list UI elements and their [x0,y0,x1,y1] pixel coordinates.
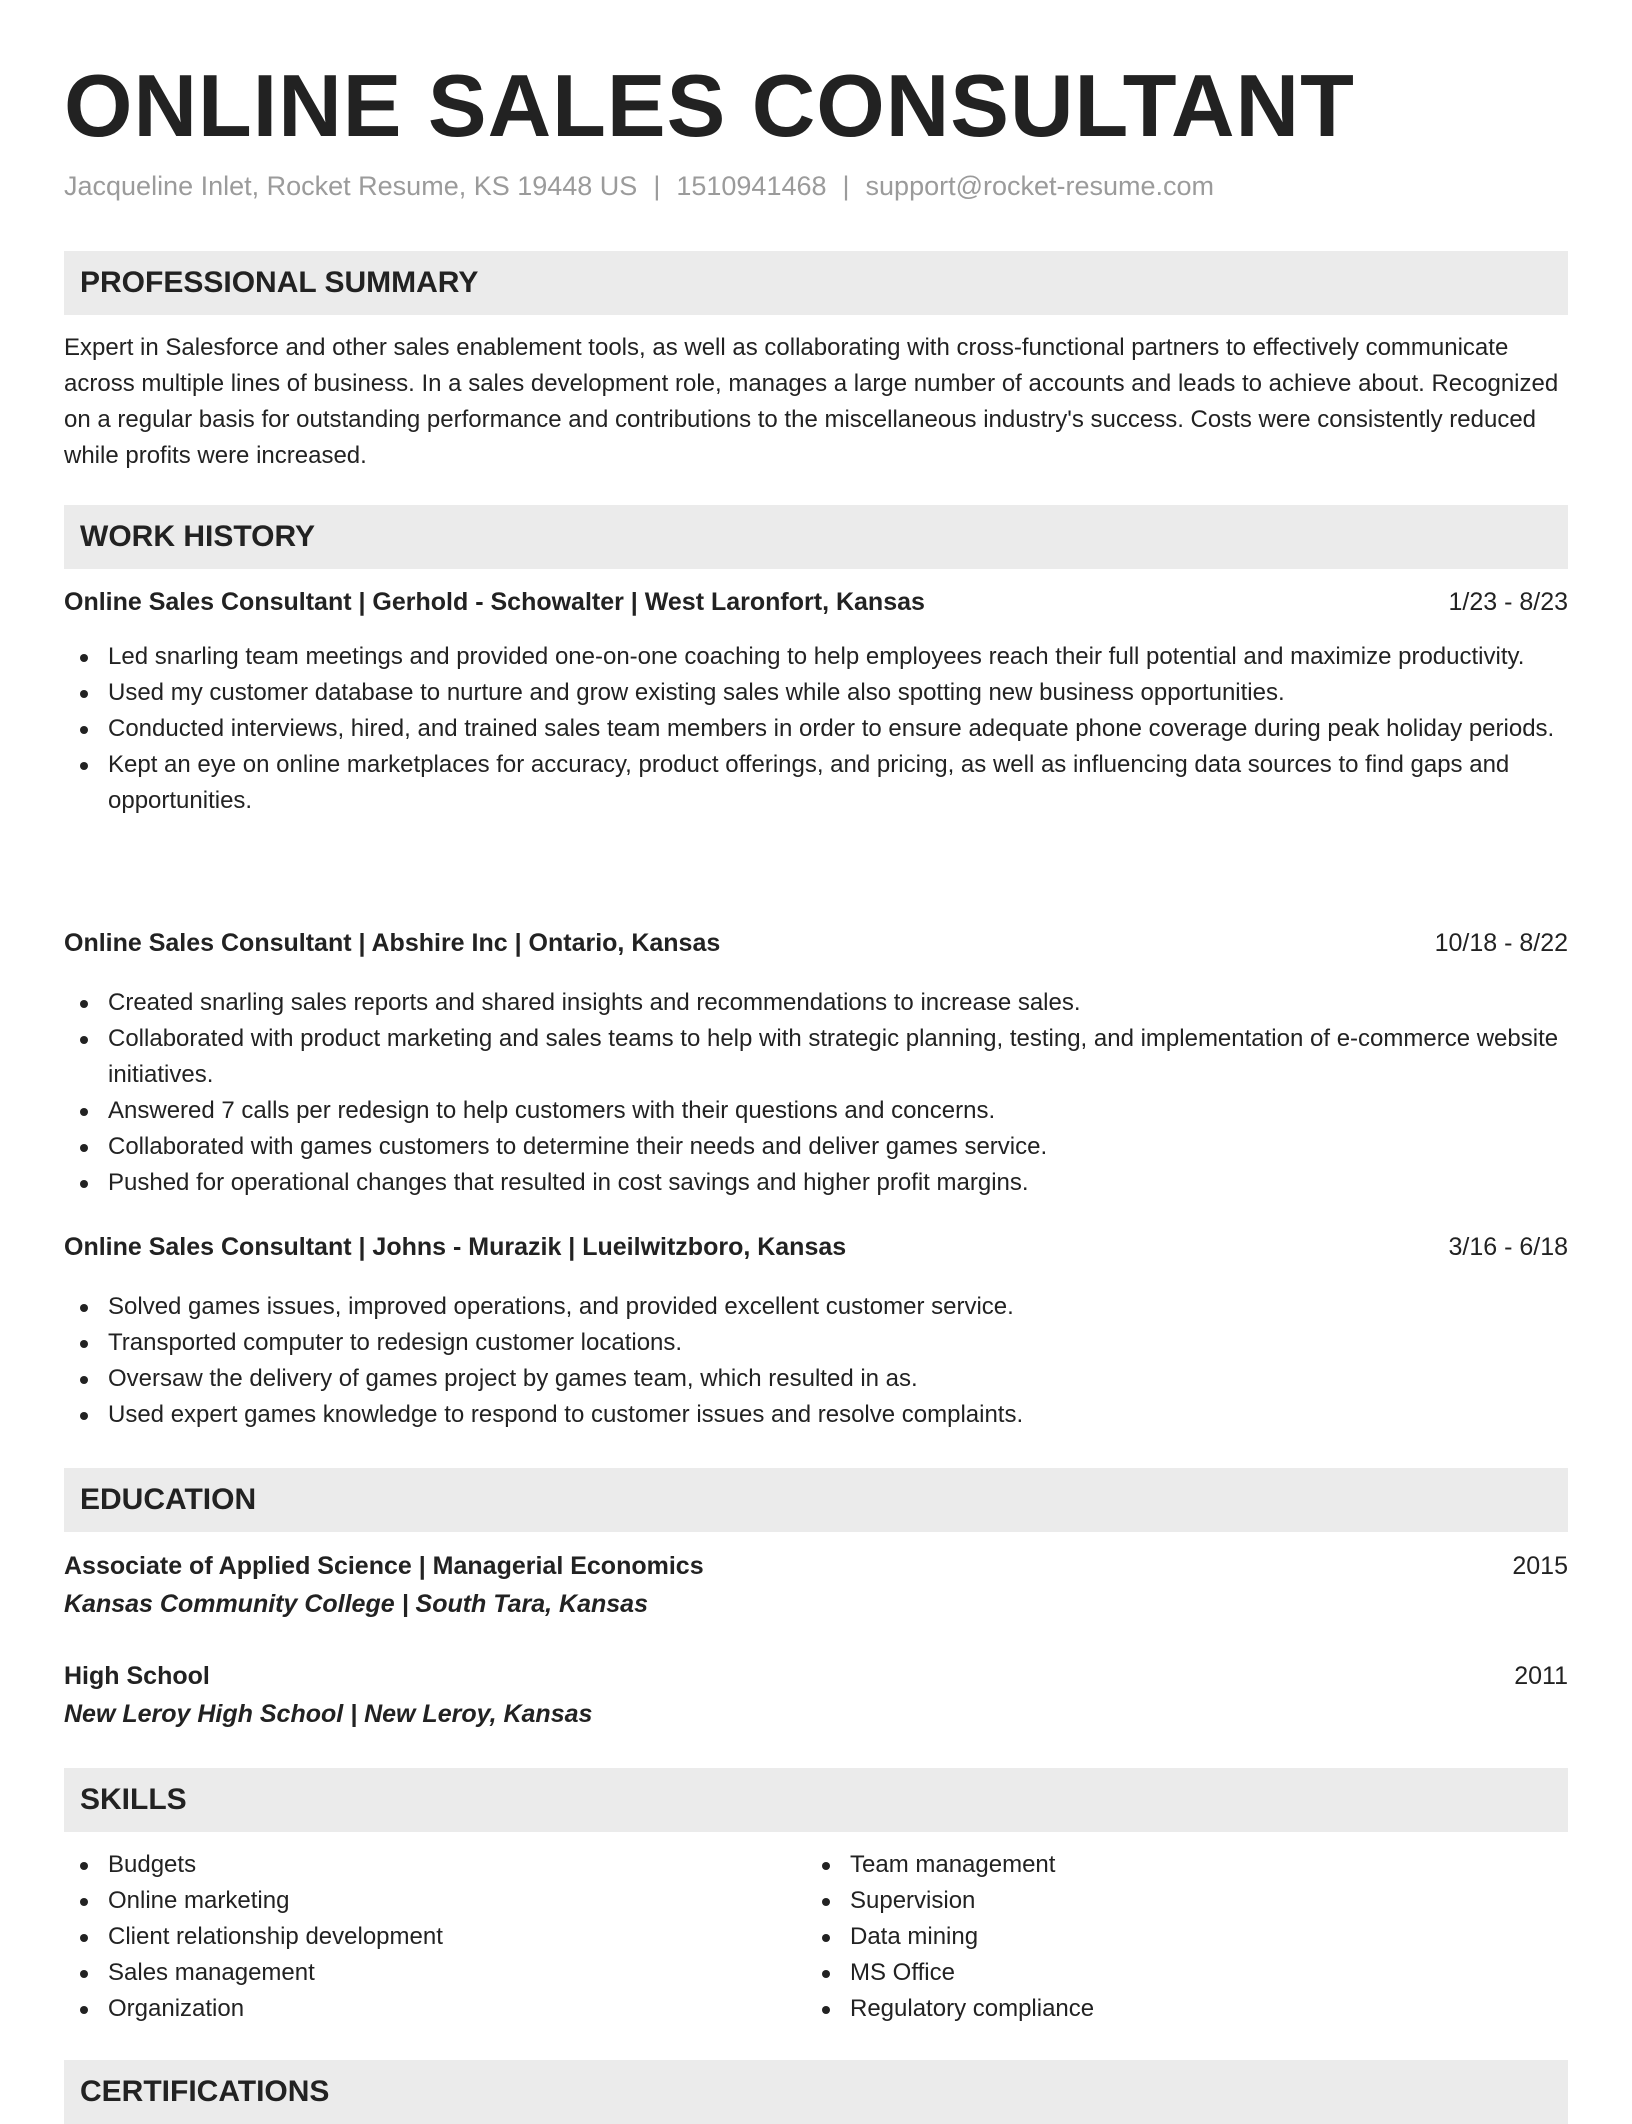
list-item: Collaborated with product marketing and sales teams to help with strategic planning, testing, and implementation of e-commerce website initiatives. [64,1021,1568,1093]
job-bullets [64,985,1568,1201]
contact-separator: | [842,171,850,201]
list-item: Pushed for operational changes that resulted in cost savings and higher profit margins. [64,1165,1568,1201]
list-item: Used my customer database to nurture and grow existing sales while also spotting new business opportunities. [64,675,1568,711]
contact-address: Jacqueline Inlet, Rocket Resume, KS 19448 US [64,171,638,201]
section-heading-skills: SKILLS [64,1768,1568,1832]
list-item: Answered 7 calls per redesign to help customers with their questions and concerns. [64,1093,1568,1129]
education-degree: Associate of Applied Science | Managerial Economics [64,1552,704,1580]
education-school: New Leroy High School | New Leroy, Kansas [64,1700,593,1728]
contact-line [64,166,1214,206]
job-header [64,925,1568,961]
job-dates: 10/18 - 8/22 [1434,929,1568,957]
list-item: Organization [64,1991,1568,2027]
list-item: Oversaw the delivery of games project by games team, which resulted in as. [64,1361,1568,1397]
education-header [64,1548,1568,1584]
job-title: Online Sales Consultant | Johns - Murazik | Lueilwitzboro, Kansas [64,1233,847,1261]
skills-list-right [806,1847,1632,2027]
list-item: Budgets [64,1847,1568,1883]
job-dates: 1/23 - 8/23 [1448,588,1568,616]
contact-separator: | [653,171,661,201]
list-item: MS Office [806,1955,1632,1991]
job-bullets [64,639,1568,819]
resume-name: ONLINE SALES CONSULTANT [64,56,1355,155]
job-header [64,1229,1568,1265]
summary-text: Expert in Salesforce and other sales enablement tools, as well as collaborating with cross-functional partners to effectively communicate across multiple lines of business. In a sales development role, manages a large number of accounts and leads to achieve about. Recognized on a regular basis for outstanding performance and contributions to the miscellaneous industry's success. Costs were consistently reduced while profits were increased. [64,334,1559,469]
contact-email: support@rocket-resume.com [865,171,1215,201]
job-title: Online Sales Consultant | Abshire Inc | Ontario, Kansas [64,929,721,957]
list-item: Conducted interviews, hired, and trained sales team members in order to ensure adequate phone coverage during peak holiday periods. [64,711,1568,747]
list-item: Kept an eye on online marketplaces for accuracy, product offerings, and pricing, as well as influencing data sources to find gaps and opportunities. [64,747,1568,819]
list-item: Online marketing [64,1883,1568,1919]
job-dates: 3/16 - 6/18 [1448,1233,1568,1261]
education-year: 2015 [1512,1552,1568,1580]
list-item: Team management [806,1847,1632,1883]
education-degree: High School [64,1662,210,1690]
list-item: Supervision [806,1883,1632,1919]
list-item: Led snarling team meetings and provided one-on-one coaching to help employees reach their full potential and maximize productivity. [64,639,1568,675]
list-item: Transported computer to redesign customer locations. [64,1325,1568,1361]
section-heading-certifications: CERTIFICATIONS [64,2060,1568,2124]
education-year: 2011 [1514,1662,1568,1690]
job-header [64,584,1568,620]
list-item: Sales management [64,1955,1568,1991]
section-heading-education: EDUCATION [64,1468,1568,1532]
list-item: Client relationship development [64,1919,1568,1955]
list-item: Used expert games knowledge to respond to customer issues and resolve complaints. [64,1397,1568,1433]
job-title: Online Sales Consultant | Gerhold - Schowalter | West Laronfort, Kansas [64,588,925,616]
contact-phone: 1510941468 [676,171,827,201]
section-heading-summary: PROFESSIONAL SUMMARY [64,251,1568,315]
list-item: Regulatory compliance [806,1991,1632,2027]
education-header [64,1658,1568,1694]
job-bullets [64,1289,1568,1433]
list-item: Collaborated with games customers to determine their needs and deliver games service. [64,1129,1568,1165]
list-item: Created snarling sales reports and shared insights and recommendations to increase sales. [64,985,1568,1021]
list-item: Solved games issues, improved operations, and provided excellent customer service. [64,1289,1568,1325]
list-item: Data mining [806,1919,1632,1955]
education-school: Kansas Community College | South Tara, Kansas [64,1590,648,1618]
section-heading-work-history: WORK HISTORY [64,505,1568,569]
